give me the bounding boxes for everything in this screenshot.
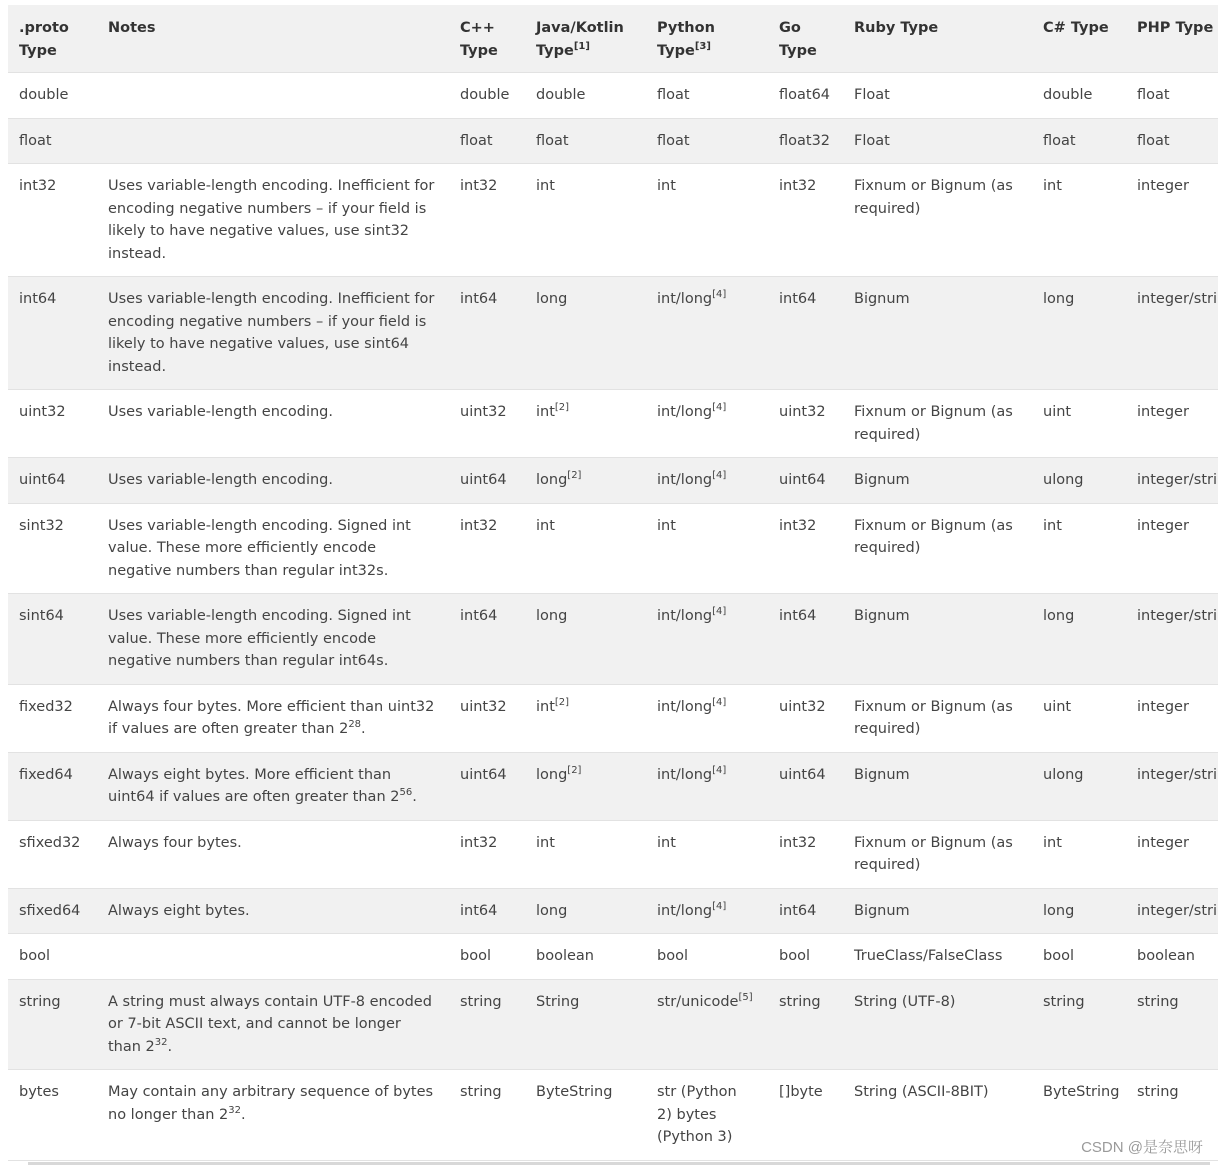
cell-ruby-type: Fixnum or Bignum (as required) [843, 164, 1032, 277]
header-csharp-type: C# Type [1032, 5, 1126, 73]
cell-ruby-type: String (ASCII-8BIT) [843, 1070, 1032, 1161]
cell-proto-type: double [8, 73, 97, 119]
cell-cpp-type: uint64 [449, 752, 525, 820]
cell-java-kotlin-type: int[2] [525, 684, 646, 752]
cell-cpp-type: double [449, 73, 525, 119]
table-row [8, 1070, 1218, 1161]
watermark: CSDN @是奈思呀 [1081, 1139, 1203, 1156]
cell-proto-type: sfixed32 [8, 820, 97, 888]
cell-csharp-type: double [1032, 73, 1126, 119]
cell-proto-type: fixed64 [8, 752, 97, 820]
cell-notes: Uses variable-length encoding. Signed int value. These more efficiently encode negative numbers than regular int32s. [97, 503, 449, 594]
header-go-type: Go Type [768, 5, 843, 73]
table-row [8, 73, 1218, 119]
cell-ruby-type: Fixnum or Bignum (as required) [843, 503, 1032, 594]
exponent: 32 [228, 1104, 241, 1116]
cell-notes [97, 934, 449, 980]
cell-csharp-type: string [1032, 979, 1126, 1070]
footnote-link[interactable]: [4] [712, 606, 727, 618]
cell-cpp-type: int32 [449, 164, 525, 277]
cell-notes: Always eight bytes. More efficient than uint64 if values are often greater than $2^{56}$. [97, 752, 449, 820]
cell-java-kotlin-type: String [525, 979, 646, 1070]
cell-php-type: integer [1126, 503, 1218, 594]
cell-notes [97, 73, 449, 119]
cell-go-type: int64 [768, 594, 843, 685]
cell-ruby-type: Bignum [843, 752, 1032, 820]
cell-python-type: float [646, 73, 768, 119]
cell-java-kotlin-type: long [525, 594, 646, 685]
cell-java-kotlin-type: long [525, 277, 646, 390]
cell-ruby-type: Bignum [843, 594, 1032, 685]
footnote-link[interactable]: [4] [712, 289, 727, 301]
table-row [8, 888, 1218, 934]
cell-ruby-type: Float [843, 118, 1032, 164]
cell-ruby-type: String (UTF-8) [843, 979, 1032, 1070]
cell-ruby-type: Float [843, 73, 1032, 119]
cell-cpp-type: int32 [449, 820, 525, 888]
cell-php-type: integer [1126, 820, 1218, 888]
cell-java-kotlin-type: long[2] [525, 458, 646, 504]
footnote-link[interactable]: [4] [712, 696, 727, 708]
header-php-type: PHP Type [1126, 5, 1218, 73]
header-ruby-type: Ruby Type [843, 5, 1032, 73]
footnote-link[interactable]: [2] [567, 470, 582, 482]
cell-go-type: bool [768, 934, 843, 980]
cell-go-type: uint64 [768, 458, 843, 504]
footnote-link[interactable]: [4] [712, 764, 727, 776]
cell-python-type: int [646, 164, 768, 277]
cell-python-type: int [646, 820, 768, 888]
exponent: 28 [348, 719, 362, 731]
table-container [8, 5, 1218, 1161]
cell-python-type: str/unicode[5] [646, 979, 768, 1070]
cell-proto-type: float [8, 118, 97, 164]
cell-php-type: integer/stri [1126, 594, 1218, 685]
cell-cpp-type: int32 [449, 503, 525, 594]
cell-cpp-type: int64 [449, 277, 525, 390]
cell-proto-type: sfixed64 [8, 888, 97, 934]
cell-java-kotlin-type: int [525, 820, 646, 888]
cell-notes: Uses variable-length encoding. Inefficient for encoding negative numbers – if your field is likely to have negative values, use sint32 instead. [97, 164, 449, 277]
cell-csharp-type: int [1032, 164, 1126, 277]
cell-java-kotlin-type: long[2] [525, 752, 646, 820]
cell-php-type: integer/stri [1126, 458, 1218, 504]
footnote-link[interactable]: [2] [554, 696, 570, 708]
cell-python-type: float [646, 118, 768, 164]
cell-cpp-type: string [449, 1070, 525, 1161]
cell-csharp-type: ulong [1032, 458, 1126, 504]
cell-python-type: int/long[4] [646, 594, 768, 685]
header-proto-type: .proto Type [8, 5, 97, 73]
table-body [8, 73, 1218, 1161]
cell-proto-type: bool [8, 934, 97, 980]
cell-php-type: integer [1126, 164, 1218, 277]
cell-cpp-type: uint64 [449, 458, 525, 504]
cell-notes: Always four bytes. [97, 820, 449, 888]
cell-php-type: boolean [1126, 934, 1218, 980]
cell-cpp-type: uint32 [449, 684, 525, 752]
cell-go-type: uint64 [768, 752, 843, 820]
cell-go-type: int32 [768, 820, 843, 888]
cell-java-kotlin-type: int[2] [525, 390, 646, 458]
cell-python-type: int/long[4] [646, 684, 768, 752]
cell-csharp-type: uint [1032, 390, 1126, 458]
cell-csharp-type: long [1032, 594, 1126, 685]
cell-notes [97, 118, 449, 164]
cell-php-type: integer/stri [1126, 277, 1218, 390]
cell-csharp-type: ByteString [1032, 1070, 1126, 1161]
table-row [8, 979, 1218, 1070]
cell-python-type: str (Python 2) bytes (Python 3) [646, 1070, 768, 1161]
cell-cpp-type: uint32 [449, 390, 525, 458]
table-row [8, 164, 1218, 277]
cell-python-type: bool [646, 934, 768, 980]
exponent: 56 [399, 787, 413, 799]
header-java-kotlin-type: Java/Kotlin Type[1] [525, 5, 646, 73]
cell-php-type: string [1126, 1070, 1218, 1161]
cell-php-type: integer/stri [1126, 888, 1218, 934]
table-row [8, 594, 1218, 685]
cell-java-kotlin-type: float [525, 118, 646, 164]
cell-php-type: integer/stri [1126, 752, 1218, 820]
cell-php-type: string [1126, 979, 1218, 1070]
cell-ruby-type: TrueClass/FalseClass [843, 934, 1032, 980]
header-python-type: Python Type[3] [646, 5, 768, 73]
cell-ruby-type: Fixnum or Bignum (as required) [843, 684, 1032, 752]
cell-go-type: []byte [768, 1070, 843, 1161]
cell-python-type: int/long[4] [646, 277, 768, 390]
cell-csharp-type: int [1032, 503, 1126, 594]
cell-python-type: int/long[4] [646, 458, 768, 504]
footnote-link[interactable]: [1] [573, 40, 590, 52]
cell-proto-type: bytes [8, 1070, 97, 1161]
cell-cpp-type: float [449, 118, 525, 164]
cell-ruby-type: Bignum [843, 277, 1032, 390]
cell-php-type: integer [1126, 390, 1218, 458]
cell-python-type: int/long[4] [646, 390, 768, 458]
table-row [8, 390, 1218, 458]
cell-python-type: int/long[4] [646, 888, 768, 934]
cell-csharp-type: uint [1032, 684, 1126, 752]
table-row [8, 118, 1218, 164]
cell-java-kotlin-type: int [525, 503, 646, 594]
cell-java-kotlin-type: long [525, 888, 646, 934]
table-row [8, 820, 1218, 888]
cell-proto-type: string [8, 979, 97, 1070]
cell-go-type: int32 [768, 164, 843, 277]
cell-ruby-type: Bignum [843, 458, 1032, 504]
cell-proto-type: int64 [8, 277, 97, 390]
footnote-link[interactable]: [4] [712, 470, 727, 482]
cell-cpp-type: string [449, 979, 525, 1070]
cell-notes: May contain any arbitrary sequence of bytes no longer than $2^{32}$. [97, 1070, 449, 1161]
table-row [8, 458, 1218, 504]
footnote-link[interactable]: [2] [554, 402, 570, 414]
table-row [8, 752, 1218, 820]
footnote-link[interactable]: [5] [738, 991, 753, 1003]
header-row [8, 5, 1218, 73]
cell-proto-type: int32 [8, 164, 97, 277]
cell-csharp-type: int [1032, 820, 1126, 888]
exponent: 32 [154, 1036, 168, 1048]
cell-csharp-type: bool [1032, 934, 1126, 980]
table-row [8, 277, 1218, 390]
cell-cpp-type: int64 [449, 888, 525, 934]
cell-proto-type: sint64 [8, 594, 97, 685]
table-row [8, 503, 1218, 594]
cell-go-type: uint32 [768, 390, 843, 458]
cell-go-type: string [768, 979, 843, 1070]
cell-notes: A string must always contain UTF-8 encoded or 7-bit ASCII text, and cannot be longer than $2^{32}$. [97, 979, 449, 1070]
cell-java-kotlin-type: ByteString [525, 1070, 646, 1161]
footnote-link[interactable]: [3] [694, 40, 711, 52]
cell-notes: Always four bytes. More efficient than uint32 if values are often greater than $2^{28}$. [97, 684, 449, 752]
footnote-link[interactable]: [2] [567, 764, 582, 776]
cell-java-kotlin-type: double [525, 73, 646, 119]
cell-python-type: int [646, 503, 768, 594]
cell-php-type: float [1126, 118, 1218, 164]
table-row [8, 684, 1218, 752]
cell-php-type: integer [1126, 684, 1218, 752]
cell-csharp-type: long [1032, 888, 1126, 934]
cell-go-type: float64 [768, 73, 843, 119]
header-notes: Notes [97, 5, 449, 73]
cell-notes: Uses variable-length encoding. Inefficient for encoding negative numbers – if your field is likely to have negative values, use sint64 instead. [97, 277, 449, 390]
cell-csharp-type: float [1032, 118, 1126, 164]
cell-php-type: float [1126, 73, 1218, 119]
cell-proto-type: uint32 [8, 390, 97, 458]
cell-java-kotlin-type: int [525, 164, 646, 277]
proto-scalar-types-table [8, 5, 1218, 1161]
cell-proto-type: sint32 [8, 503, 97, 594]
cell-go-type: float32 [768, 118, 843, 164]
cell-python-type: int/long[4] [646, 752, 768, 820]
cell-ruby-type: Fixnum or Bignum (as required) [843, 390, 1032, 458]
cell-ruby-type: Fixnum or Bignum (as required) [843, 820, 1032, 888]
cell-cpp-type: bool [449, 934, 525, 980]
cell-proto-type: fixed32 [8, 684, 97, 752]
cell-go-type: int64 [768, 277, 843, 390]
footnote-link[interactable]: [4] [712, 402, 727, 414]
footnote-link[interactable]: [4] [712, 900, 727, 912]
cell-proto-type: uint64 [8, 458, 97, 504]
cell-cpp-type: int64 [449, 594, 525, 685]
cell-csharp-type: ulong [1032, 752, 1126, 820]
cell-java-kotlin-type: boolean [525, 934, 646, 980]
cell-csharp-type: long [1032, 277, 1126, 390]
cell-notes: Uses variable-length encoding. [97, 390, 449, 458]
cell-notes: Always eight bytes. [97, 888, 449, 934]
header-cpp-type: C++ Type [449, 5, 525, 73]
cell-ruby-type: Bignum [843, 888, 1032, 934]
table-row [8, 934, 1218, 980]
cell-go-type: int64 [768, 888, 843, 934]
cell-go-type: uint32 [768, 684, 843, 752]
cell-notes: Uses variable-length encoding. [97, 458, 449, 504]
cell-go-type: int32 [768, 503, 843, 594]
cell-notes: Uses variable-length encoding. Signed int value. These more efficiently encode negative numbers than regular int64s. [97, 594, 449, 685]
